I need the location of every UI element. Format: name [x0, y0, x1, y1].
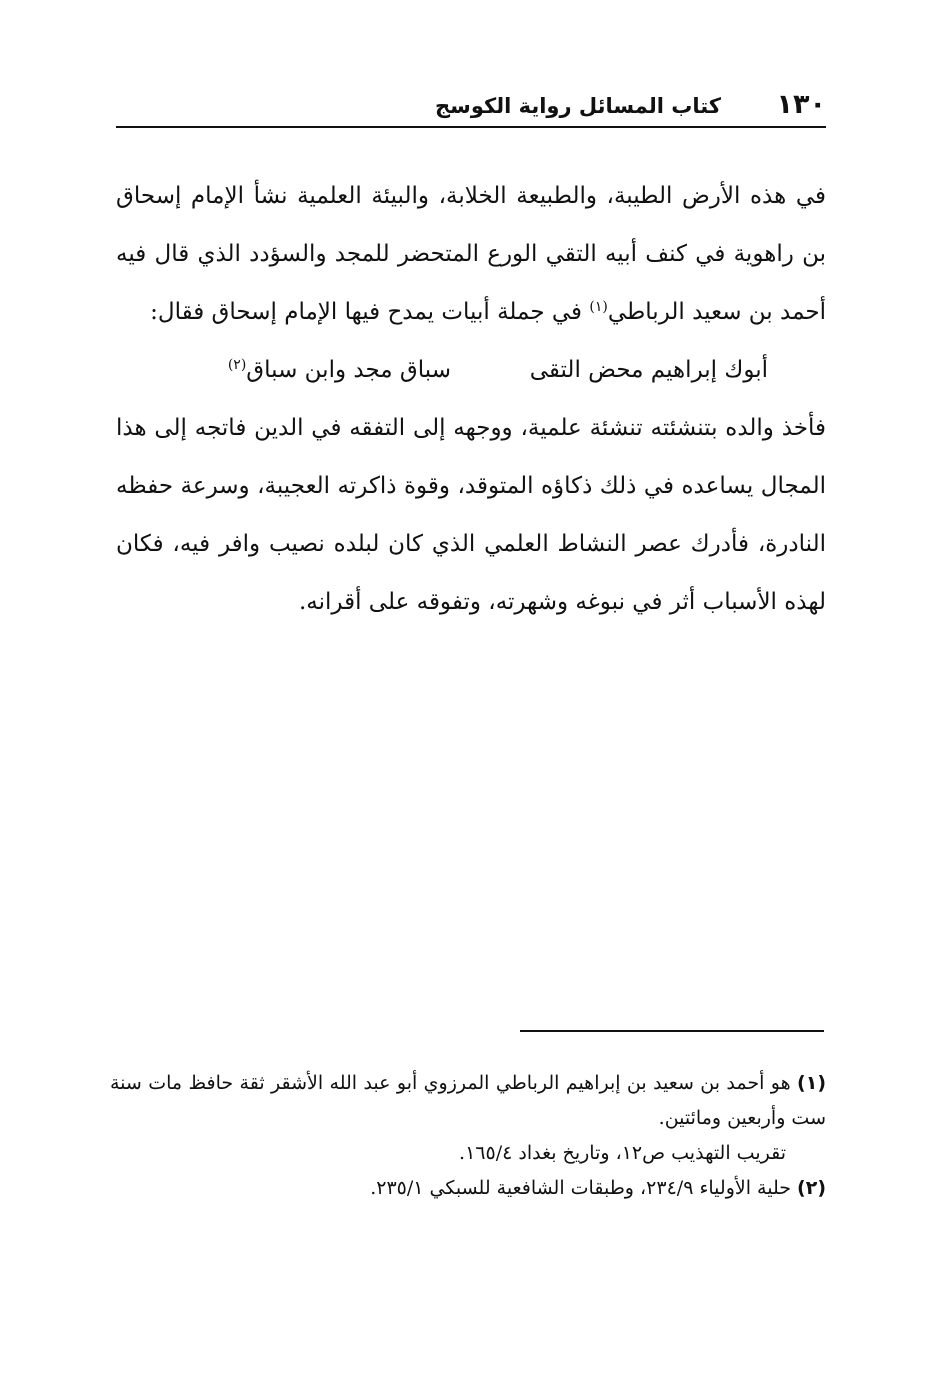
poem-verse	[116, 341, 826, 399]
footnote-1-source: تقريب التهذيب ص١٢، وتاريخ بغداد ١٦٥/٤.	[459, 1142, 786, 1164]
verse-second-hemistich	[228, 341, 451, 399]
paragraph-1-end: في جملة أبيات يمدح فيها الإمام إسحاق فقال:	[150, 299, 590, 325]
footnote-2	[110, 1171, 826, 1206]
verse-second-text: سباق مجد وابن سباق	[246, 357, 451, 383]
footnote-ref-2: (٢)	[227, 357, 247, 373]
header-rule	[116, 126, 826, 128]
paragraph-1	[116, 167, 826, 341]
footnote-1-text: هو أحمد بن سعيد بن إبراهيم الرباطي المرزوي أبو عبد الله الأشقر ثقة حافظ مات سنة ست وأربعين ومائتين.	[110, 1072, 826, 1129]
footnote-1	[110, 1066, 826, 1136]
page-number: ١٣٠	[776, 89, 826, 120]
footnotes	[110, 1066, 826, 1206]
main-text	[116, 167, 826, 631]
page-header	[116, 88, 826, 126]
paragraph-2: فأخذ والده بتنشئته تنشئة علمية، ووجهه إلى التفقه في الدين فاتجه إلى هذا المجال يساعده في ذلك ذكاؤه المتوقد، وقوة ذاكرته العجيبة، وسرعة حفظه النادرة، فأدرك عصر النشاط العلمي الذي كان لبلده نصيب وافر فيه، فكان لهذه الأسباب أثر في نبوغه وشهرته، وتفوقه على أقرانه.	[116, 415, 826, 615]
footnote-2-number: (٢)	[797, 1177, 826, 1199]
paragraph-1-text: في هذه الأرض الطيبة، والطبيعة الخلابة، والبيئة العلمية نشأ الإمام إسحاق بن راهوية في كنف أبيه التقي الورع المتحضر للمجد والسؤدد الذي قال فيه أحمد بن سعيد الرباطي	[116, 183, 826, 325]
footnote-1-number: (١)	[797, 1072, 826, 1094]
running-title: كتاب المسائل رواية الكوسج	[435, 94, 721, 118]
footnote-ref-1: (١)	[589, 299, 608, 315]
verse-first-hemistich: أبوك إبراهيم محض التقى	[529, 357, 768, 383]
footnote-2-text: حلية الأولياء ٢٣٤/٩، وطبقات الشافعية للسبكي ٢٣٥/١.	[370, 1177, 798, 1199]
footnote-rule	[520, 1030, 824, 1032]
